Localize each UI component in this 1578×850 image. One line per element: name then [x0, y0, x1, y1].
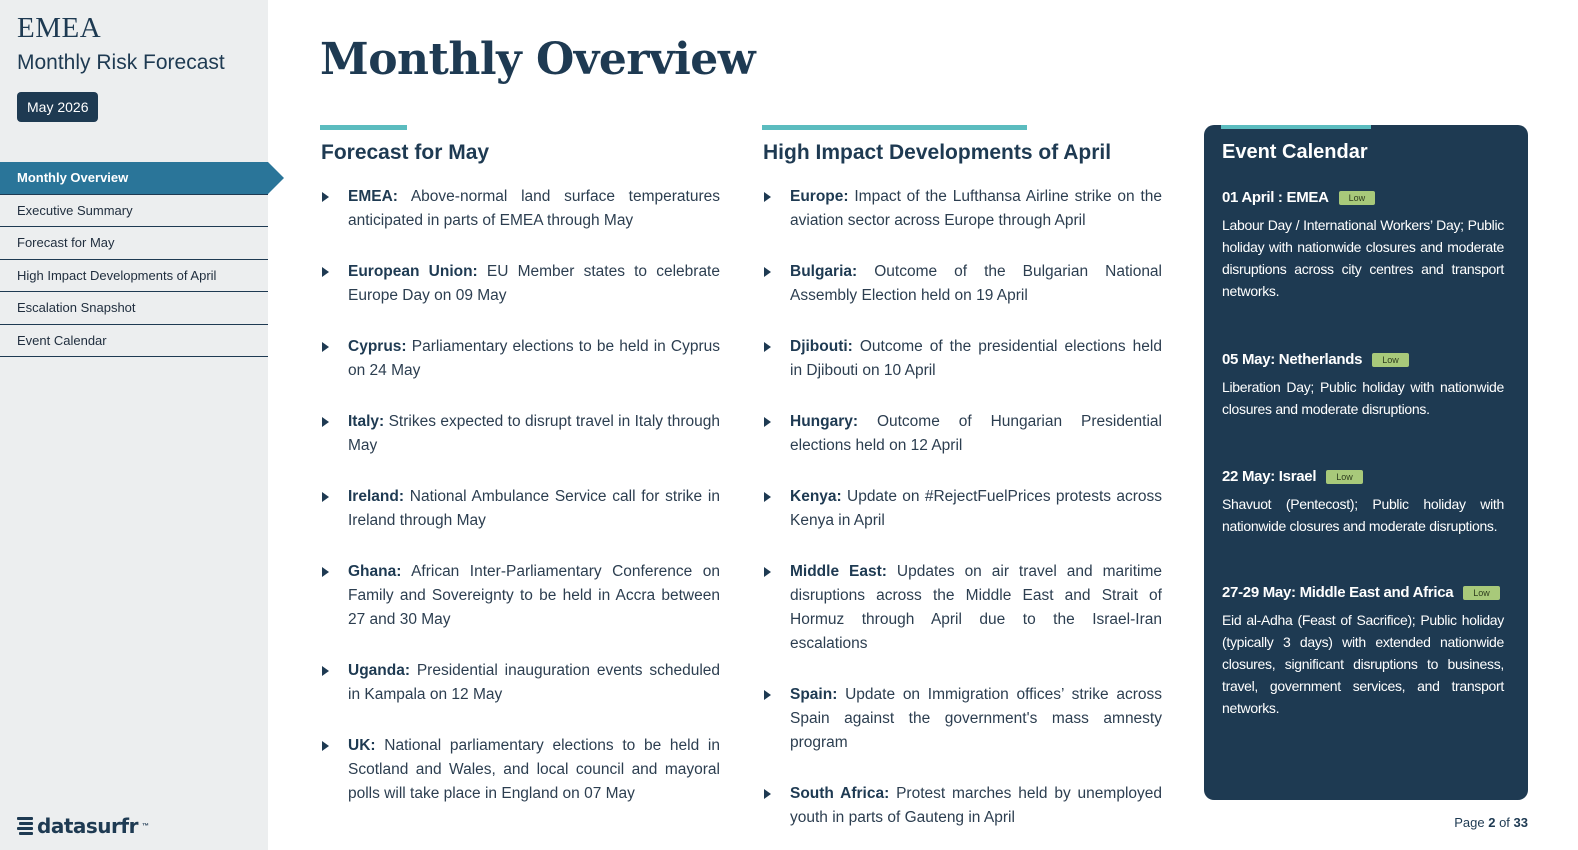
- event-heading: 27-29 May: Middle East and Africa Low: [1222, 584, 1504, 601]
- bullet-arrow-icon: [322, 192, 329, 202]
- risk-level-badge: Low: [1326, 470, 1363, 484]
- event-heading: 05 May: Netherlands Low: [1222, 351, 1504, 368]
- forecast-item: UK: National parliamentary elections to be held in Scotland and Wales, and local council and mayoral polls will take place in England on 07 May: [321, 734, 720, 806]
- forecast-item: Ireland: National Ambulance Service call for strike in Ireland through May: [321, 485, 720, 533]
- forecast-item: EMEA: Above-normal land surface temperatures anticipated in parts of EMEA through May: [321, 185, 720, 233]
- event-heading: 22 May: Israel Low: [1222, 468, 1504, 485]
- bullet-arrow-icon: [764, 492, 771, 502]
- calendar-event: [1222, 189, 1504, 302]
- bullet-arrow-icon: [764, 192, 771, 202]
- developments-accent-bar: [762, 125, 1027, 130]
- development-item: Bulgaria: Outcome of the Bulgarian National Assembly Election held on 19 April: [763, 260, 1162, 308]
- page-title: Monthly Overview: [320, 34, 756, 85]
- logo-stack-icon: [17, 817, 33, 835]
- bullet-arrow-icon: [764, 789, 771, 799]
- logo-text: datasurfr: [37, 814, 138, 838]
- calendar-event: [1222, 584, 1504, 719]
- risk-level-badge: Low: [1463, 586, 1500, 600]
- risk-level-badge: Low: [1339, 191, 1376, 205]
- development-item: South Africa: Protest marches held by unemployed youth in parts of Gauteng in April: [763, 782, 1162, 830]
- calendar-event: [1222, 468, 1504, 537]
- forecast-accent-bar: [320, 125, 407, 130]
- forecast-title: Forecast for May: [321, 141, 490, 164]
- development-item: Spain: Update on Immigration offices’ strike across Spain against the government's mass amnesty program: [763, 683, 1162, 755]
- report-subtitle: Monthly Risk Forecast: [17, 51, 225, 74]
- bullet-arrow-icon: [322, 417, 329, 427]
- date-badge: May 2026: [17, 92, 98, 122]
- bullet-arrow-icon: [322, 567, 329, 577]
- developments-title: High Impact Developments of April: [763, 141, 1112, 164]
- nav-item-executive-summary[interactable]: Executive Summary: [0, 195, 268, 228]
- event-description: Eid al-Adha (Feast of Sacrifice); Public holiday (typically 3 days) with extended nationwide closures, significant disruptions to business, travel, government services, and transport networks.: [1222, 612, 1504, 716]
- developments-list: [763, 185, 1162, 830]
- bullet-arrow-icon: [322, 741, 329, 751]
- development-item: Kenya: Update on #RejectFuelPrices protests across Kenya in April: [763, 485, 1162, 533]
- forecast-item: Ghana: African Inter-Parliamentary Conference on Family and Sovereignty to be held in Accra between 27 and 30 May: [321, 560, 720, 632]
- development-item: Middle East: Updates on air travel and maritime disruptions across the Middle East and Strait of Hormuz through April due to the Israel-Iran escalations: [763, 560, 1162, 656]
- bullet-arrow-icon: [764, 417, 771, 427]
- forecast-item: Italy: Strikes expected to disrupt travel in Italy through May: [321, 410, 720, 458]
- event-description: Shavuot (Pentecost); Public holiday with nationwide closures and moderate disruptions.: [1222, 496, 1504, 534]
- nav-item-forecast-for-may[interactable]: Forecast for May: [0, 227, 268, 260]
- event-calendar-panel: [1204, 125, 1528, 800]
- bullet-arrow-icon: [764, 342, 771, 352]
- calendar-title: Event Calendar: [1222, 141, 1368, 163]
- nav-item-escalation-snapshot[interactable]: Escalation Snapshot: [0, 292, 268, 325]
- forecast-item: Uganda: Presidential inauguration events scheduled in Kampala on 12 May: [321, 659, 720, 707]
- bullet-arrow-icon: [322, 267, 329, 277]
- datasurfr-logo: [17, 814, 149, 838]
- development-item: Hungary: Outcome of Hungarian Presidential elections held on 12 April: [763, 410, 1162, 458]
- event-heading: 01 April : EMEA Low: [1222, 189, 1504, 206]
- section-nav: [0, 162, 268, 357]
- bullet-arrow-icon: [764, 567, 771, 577]
- bullet-arrow-icon: [322, 666, 329, 676]
- bullet-arrow-icon: [322, 342, 329, 352]
- development-item: Djibouti: Outcome of the presidential elections held in Djibouti on 10 April: [763, 335, 1162, 383]
- risk-level-badge: Low: [1372, 353, 1409, 367]
- calendar-event: [1222, 351, 1504, 420]
- development-item: Europe: Impact of the Lufthansa Airline strike on the aviation sector across Europe through April: [763, 185, 1162, 233]
- nav-item-high-impact-developments[interactable]: High Impact Developments of April: [0, 260, 268, 293]
- calendar-accent-bar: [1221, 125, 1371, 129]
- nav-item-event-calendar[interactable]: Event Calendar: [0, 325, 268, 358]
- bullet-arrow-icon: [322, 492, 329, 502]
- page-number: Page 2 of 33: [1454, 815, 1528, 830]
- forecast-item: Cyprus: Parliamentary elections to be held in Cyprus on 24 May: [321, 335, 720, 383]
- event-description: Liberation Day; Public holiday with nationwide closures and moderate disruptions.: [1222, 379, 1504, 417]
- logo-trademark: ™: [141, 822, 149, 830]
- sidebar: [0, 0, 268, 850]
- bullet-arrow-icon: [764, 690, 771, 700]
- forecast-list: [321, 185, 720, 806]
- event-description: Labour Day / International Workers’ Day; Public holiday with nationwide closures and moderate disruptions across city centres and transport networks.: [1222, 217, 1504, 299]
- forecast-item: European Union: EU Member states to celebrate Europe Day on 09 May: [321, 260, 720, 308]
- region-title: EMEA: [17, 12, 102, 44]
- nav-item-monthly-overview[interactable]: Monthly Overview: [0, 162, 268, 195]
- bullet-arrow-icon: [764, 267, 771, 277]
